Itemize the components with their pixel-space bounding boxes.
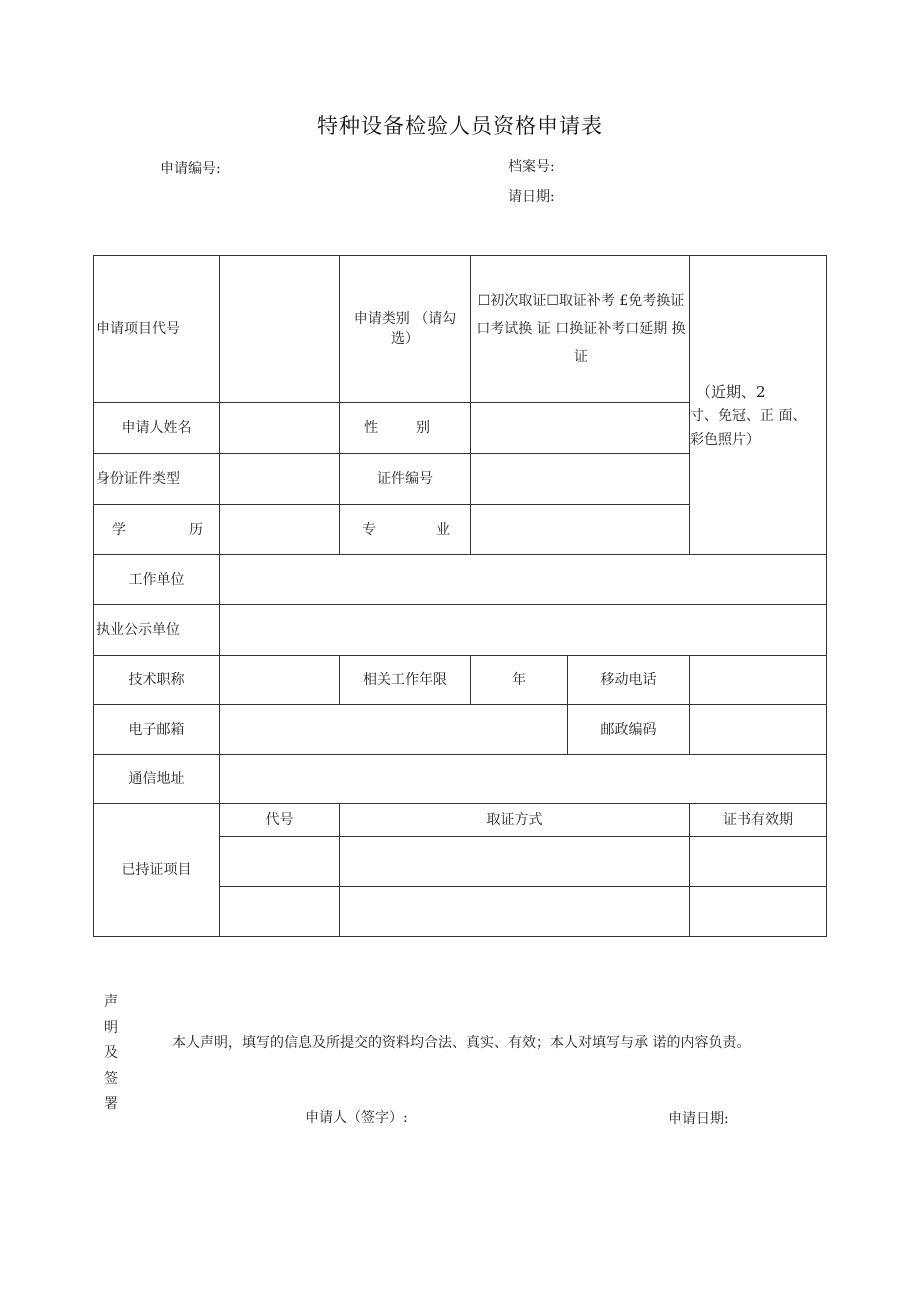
employer-field[interactable] (220, 555, 827, 605)
major-label-char: 业 (436, 521, 450, 538)
held-code-field[interactable] (220, 837, 340, 887)
email-field[interactable] (220, 705, 568, 755)
major-label-char: 专 (362, 521, 376, 538)
held-cert-header-row (94, 804, 827, 837)
apply-date-label: 申请日期: (668, 1111, 729, 1127)
declaration-section-label (100, 990, 122, 1118)
held-validity-field[interactable] (690, 837, 827, 887)
photo-instruction-line: （近期、2 (696, 383, 766, 401)
mobile-label: 移动电话 (568, 656, 690, 705)
declaration-text: 本人声明，填写的信息及所提交的资料均合法、真实、有效；本人对填写与承 诺的内容负责。 (172, 1035, 751, 1051)
practice-unit-field[interactable] (220, 605, 827, 656)
employer-label: 工作单位 (94, 555, 220, 605)
education-label (94, 505, 220, 555)
held-method-field[interactable] (340, 837, 690, 887)
gender-label-char: 别 (416, 420, 430, 436)
held-code-field[interactable] (220, 887, 340, 937)
declaration-label-char: 签 (104, 1070, 118, 1087)
category-label: 申请类别 （请勾选） (340, 256, 471, 403)
application-form-table (93, 255, 827, 937)
gender-field[interactable] (471, 403, 690, 454)
form-row-employer (94, 555, 827, 605)
project-code-field[interactable] (220, 256, 340, 403)
photo-box[interactable] (690, 256, 827, 555)
tech-title-field[interactable] (220, 656, 340, 705)
applicant-signature-label: 申请人（签字）: (305, 1110, 408, 1126)
mobile-field[interactable] (690, 656, 827, 705)
form-row-project (94, 256, 827, 403)
photo-instruction-line: 寸、免冠、正 面、 (690, 408, 807, 424)
id-number-label: 证件编号 (340, 454, 471, 505)
major-label (340, 505, 471, 555)
photo-instructions (690, 380, 826, 452)
practice-unit-label: 执业公示单位 (94, 605, 220, 656)
email-label: 电子邮箱 (94, 705, 220, 755)
major-field[interactable] (471, 505, 690, 555)
address-field[interactable] (220, 755, 827, 804)
held-col-method: 取证方式 (340, 804, 690, 837)
gender-label-char: 性 (364, 420, 378, 436)
held-certs-label: 已持证项目 (94, 804, 220, 937)
education-label-char: 学 (112, 521, 126, 538)
form-row-title (94, 656, 827, 705)
education-label-char: 历 (189, 521, 203, 538)
declaration-label-char: 及 (104, 1045, 118, 1061)
address-label: 通信地址 (94, 755, 220, 804)
gender-label (340, 403, 471, 454)
photo-instruction-line: 彩色照片） (690, 432, 760, 448)
page-title: 特种设备检验人员资格申请表 (317, 114, 603, 138)
applicant-name-label: 申请人姓名 (94, 403, 220, 454)
declaration-label-char: 声 (104, 994, 118, 1010)
education-field[interactable] (220, 505, 340, 555)
category-options[interactable]: ☐初次取证☐取证补考 £免考换证口考试换 证 口换证补考口延期 换证 (471, 256, 690, 403)
held-col-code: 代号 (220, 804, 340, 837)
id-type-label: 身份证件类型 (94, 454, 220, 505)
project-code-label: 申请项目代号 (94, 256, 220, 403)
held-validity-field[interactable] (690, 887, 827, 937)
work-years-field[interactable]: 年 (471, 656, 568, 705)
application-date-header-label: 请日期: (508, 189, 555, 205)
held-col-validity: 证书有效期 (690, 804, 827, 837)
form-row-address (94, 755, 827, 804)
id-type-field[interactable] (220, 454, 340, 505)
form-row-practice-unit (94, 605, 827, 656)
declaration-label-char: 署 (104, 1096, 118, 1112)
form-row-email (94, 705, 827, 755)
held-method-field[interactable] (340, 887, 690, 937)
postcode-label: 邮政编码 (568, 705, 690, 755)
tech-title-label: 技术职称 (94, 656, 220, 705)
work-years-label: 相关工作年限 (340, 656, 471, 705)
application-number-label: 申请编号: (160, 161, 221, 177)
archive-number-label: 档案号: (508, 159, 555, 175)
applicant-name-field[interactable] (220, 403, 340, 454)
postcode-field[interactable] (690, 705, 827, 755)
declaration-label-char: 明 (104, 1019, 118, 1036)
id-number-field[interactable] (471, 454, 690, 505)
